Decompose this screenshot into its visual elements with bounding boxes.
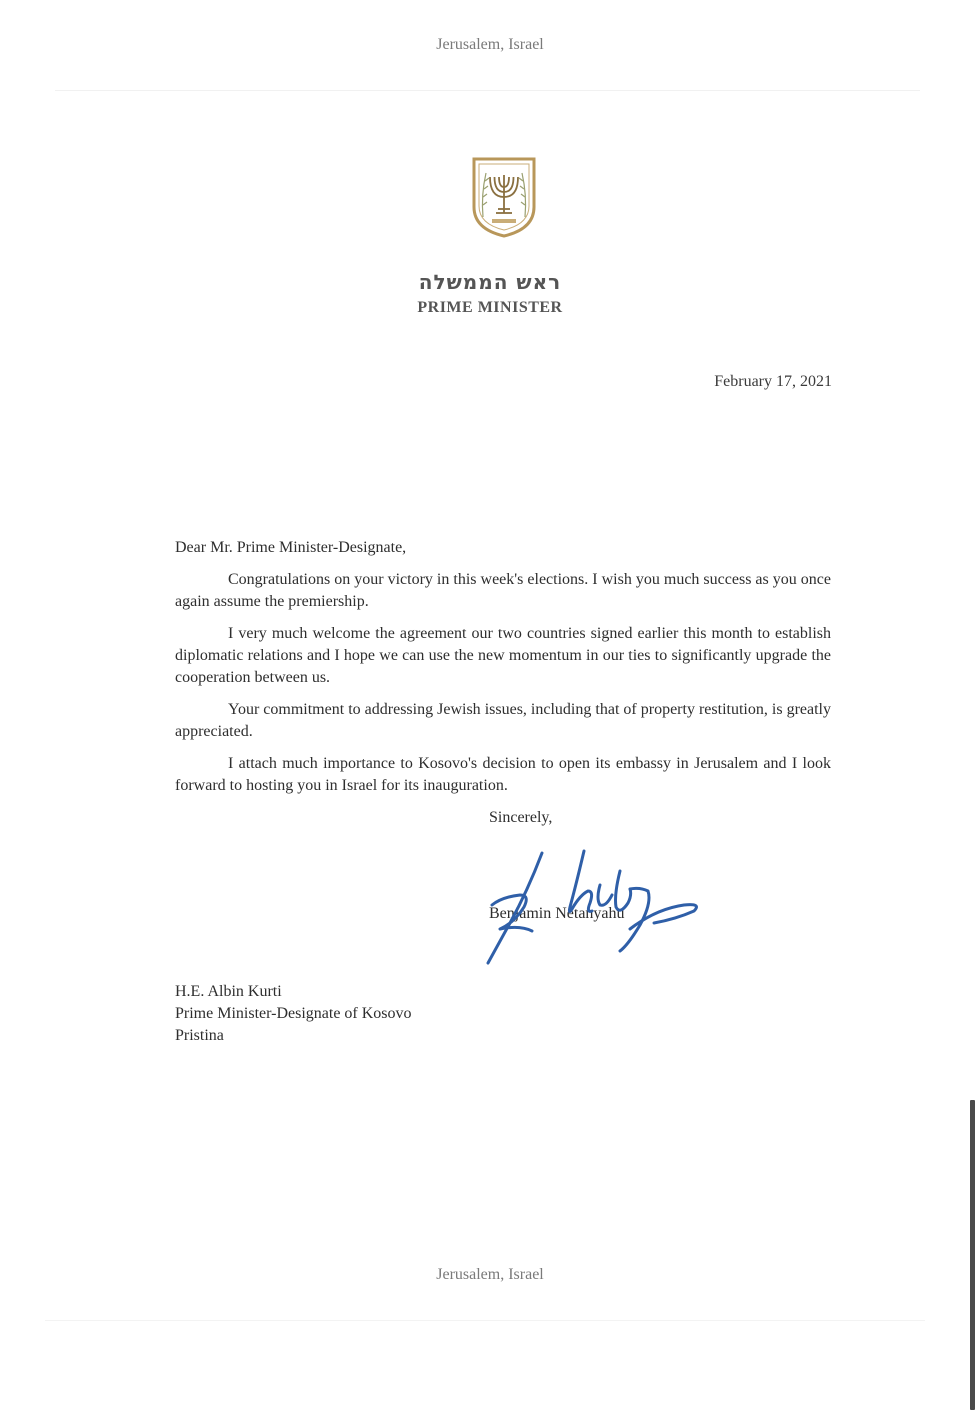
- letterhead-office-english: PRIME MINISTER: [417, 299, 563, 316]
- recipient-block: [175, 981, 412, 1047]
- recipient-title: Prime Minister-Designate of Kosovo: [175, 1005, 412, 1022]
- letter-date: February 17, 2021: [714, 373, 832, 390]
- body-paragraph: I very much welcome the agreement our two countries signed earlier this month to establish diplomatic relations and I hope we can use the new momentum in our ties to significantly upgrade the cooperation between us.: [175, 625, 831, 686]
- body-paragraph: Your commitment to addressing Jewish issues, including that of property restitution, is greatly appreciated.: [175, 701, 831, 740]
- scrollbar[interactable]: [970, 1100, 975, 1410]
- recipient-city: Pristina: [175, 1027, 224, 1044]
- footer-city: Jerusalem, Israel: [436, 1266, 544, 1283]
- letterhead-office-hebrew: ראש הממשלה: [418, 270, 562, 294]
- salutation: Dear Mr. Prime Minister-Designate,: [175, 539, 407, 556]
- body-paragraph: I attach much importance to Kosovo's decision to open its embassy in Jerusalem and I look forward to hosting you in Israel for its inauguration.: [175, 755, 831, 794]
- recipient-name: H.E. Albin Kurti: [175, 983, 282, 1000]
- letterhead-divider: [55, 90, 920, 91]
- letterhead-top-city: Jerusalem, Israel: [436, 36, 544, 53]
- letter-body: [175, 537, 831, 807]
- body-paragraph: Congratulations on your victory in this week's elections. I wish you much success as you once again assume the premiership.: [175, 571, 831, 610]
- closing: Sincerely,: [489, 809, 553, 826]
- signer-name: Benjamin Netanyahu: [489, 905, 625, 922]
- emblem-of-israel-icon: [470, 155, 538, 239]
- footer-divider: [45, 1320, 925, 1321]
